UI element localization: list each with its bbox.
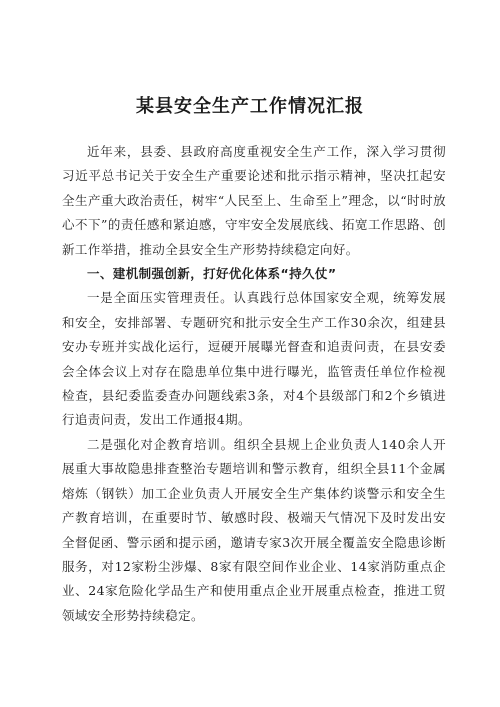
paragraph-training: 二是强化对企教育培训。组织全县规上企业负责人140余人开展重大事故隐患排查整治专题培训和警示教育，组织全县11个金属熔炼（钢铁）加工企业负责人开展安全生产集体约谈警示和安全生产教育培训，在重要时节、敏感时段、极端天气情况下及时发出安全督促函、警示函和提示函，邀请专家3次开展全覆盖安全隐患诊断服务，对12家粉尘涉爆、8家有限空间作业企业、14家消防重点企业、24家危险化学品生产和使用重点企业开展重点检查，推进工贸领域安全形势持续稳定。	[62, 436, 446, 623]
document-body	[62, 140, 446, 628]
document-title: 某县安全生产工作情况汇报	[136, 96, 364, 117]
paragraph-responsibility: 一是全面压实管理责任。认真践行总体国家安全观，统筹发展和安全，安排部署、专题研究和批示安全生产工作30余次，组建县安办专班并实战化运行，逗硬开展曝光督查和追责问责，在县安委会全体会议上对存在隐患单位集中进行曝光，监管责任单位作检视检查，县纪委监委查办问题线索3条，对4个县级部门和2个乡镇进行追责问责，发出工作通报4期。	[62, 290, 446, 428]
section-heading: 一、建机制强创新，打好优化体系“持久仗”	[87, 266, 337, 282]
intro-paragraph: 近年来，县委、县政府高度重视安全生产工作，深入学习贯彻习近平总书记关于安全生产重要论述和批示指示精神，坚决扛起安全生产重大政治责任，树牢“人民至上、生命至上”理念，以“时时放心不下”的责任感和紧迫感，守牢安全发展底线、拓宽工作思路、创新工作举措，推动全县安全生产形势持续稳定向好。	[62, 144, 446, 257]
